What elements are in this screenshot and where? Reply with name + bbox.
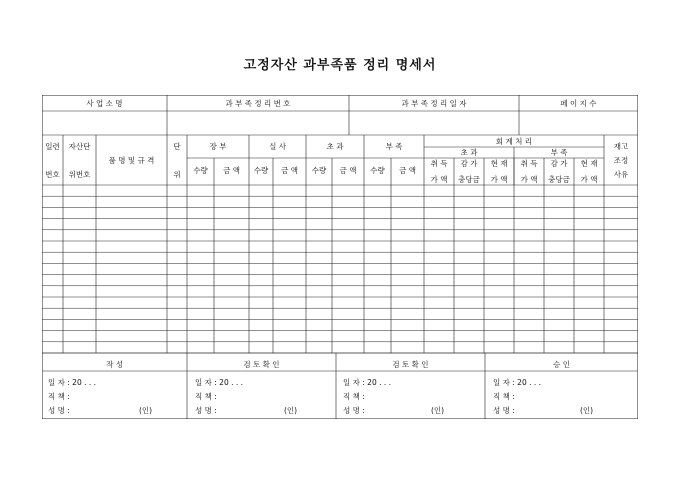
signature-role-review-2: 검 토 확 인 [392, 360, 429, 369]
signature-seal-approval: (인) [580, 406, 594, 415]
accounting-header: 회 계 처 리 [495, 137, 533, 146]
shortage-qty-header: 수량 [370, 166, 385, 175]
signature-role-approval: 승 인 [553, 360, 570, 369]
acc-excess-acq-bottom: 가 액 [430, 175, 448, 184]
signature-seal-review-1: (인) [284, 406, 298, 415]
acc-excess-cur-top: 현 재 [490, 159, 508, 168]
signature-date-writer: 일 자 : 20 . . . [48, 378, 97, 387]
acc-excess-acq-top: 취 득 [430, 159, 448, 168]
serial-header-bottom: 번호 [45, 170, 60, 179]
page-title: 고정자산 과부족품 정리 명세서 [243, 58, 437, 73]
signature-role-review-1: 검 토 확 인 [243, 360, 280, 369]
page-count-header: 페 이 지 수 [560, 99, 597, 108]
acc-shortage-cur-bottom: 가 액 [580, 175, 598, 184]
serial-header-top: 일련 [45, 142, 60, 151]
actual-header: 실 사 [269, 142, 286, 151]
excess-qty-header: 수량 [311, 166, 327, 175]
excess-header: 초 과 [326, 142, 344, 151]
signature-name-approval: 성 명 : [493, 406, 515, 415]
ledger-amount-header: 금 액 [223, 166, 240, 175]
signature-position-review-1: 직 책 : [195, 392, 217, 401]
acc-shortage-acq-bottom: 가 액 [520, 175, 538, 184]
asset-unit-header-bottom: 위번호 [68, 170, 91, 179]
asset-unit-header-top: 자산단 [68, 142, 91, 151]
signature-position-approval: 직 책 : [493, 392, 515, 401]
signature-role-writer: 작 성 [106, 360, 123, 369]
adjust-header-bottom: 사유 [613, 170, 629, 179]
statement-form [42, 95, 638, 419]
acc-shortage-acq-top: 취 득 [520, 159, 538, 168]
signature-name-review-1: 성 명 : [195, 406, 217, 415]
unit-header-top: 단 [173, 142, 181, 151]
signature-date-review-2: 일 자 : 20 . . . [343, 378, 392, 387]
signature-date-review-1: 일 자 : 20 . . . [195, 378, 244, 387]
signature-name-review-2: 성 명 : [343, 406, 365, 415]
signature-seal-review-2: (인) [431, 406, 445, 415]
unit-header-bottom: 위 [173, 170, 181, 179]
signature-seal-writer: (인) [139, 406, 153, 415]
acc-shortage-header: 부 족 [550, 148, 568, 157]
acc-excess-dep-top: 감 가 [460, 159, 478, 168]
reconcile-date-header: 과 부 족 정 리 일 자 [401, 99, 467, 108]
actual-amount-header: 금 액 [281, 166, 298, 175]
actual-qty-header: 수량 [253, 166, 269, 175]
adjust-header-top: 재고 [613, 142, 629, 151]
ledger-qty-header: 수량 [193, 166, 208, 175]
item-spec-header: 품 명 및 규 격 [108, 156, 155, 165]
signature-position-writer: 직 책 : [48, 392, 70, 401]
acc-shortage-dep-top: 감 가 [550, 159, 568, 168]
signature-date-approval: 일 자 : 20 . . . [493, 378, 542, 387]
adjust-header-mid: 조정 [613, 156, 629, 165]
acc-excess-header: 초 과 [460, 148, 478, 157]
department-header: 사 업 소 명 [86, 99, 123, 108]
acc-shortage-dep-bottom: 충당금 [548, 175, 570, 184]
shortage-header: 부 족 [385, 142, 403, 151]
acc-shortage-cur-top: 현 재 [580, 159, 598, 168]
acc-excess-cur-bottom: 가 액 [490, 175, 508, 184]
signature-name-writer: 성 명 : [48, 406, 70, 415]
acc-excess-dep-bottom: 충당금 [458, 175, 480, 184]
ledger-header: 장 부 [209, 142, 227, 151]
signature-position-review-2: 직 책 : [343, 392, 365, 401]
excess-amount-header: 금 액 [339, 166, 357, 175]
reconcile-no-header: 과 부 족 정 리 번 호 [225, 99, 291, 108]
shortage-amount-header: 금 액 [399, 166, 416, 175]
